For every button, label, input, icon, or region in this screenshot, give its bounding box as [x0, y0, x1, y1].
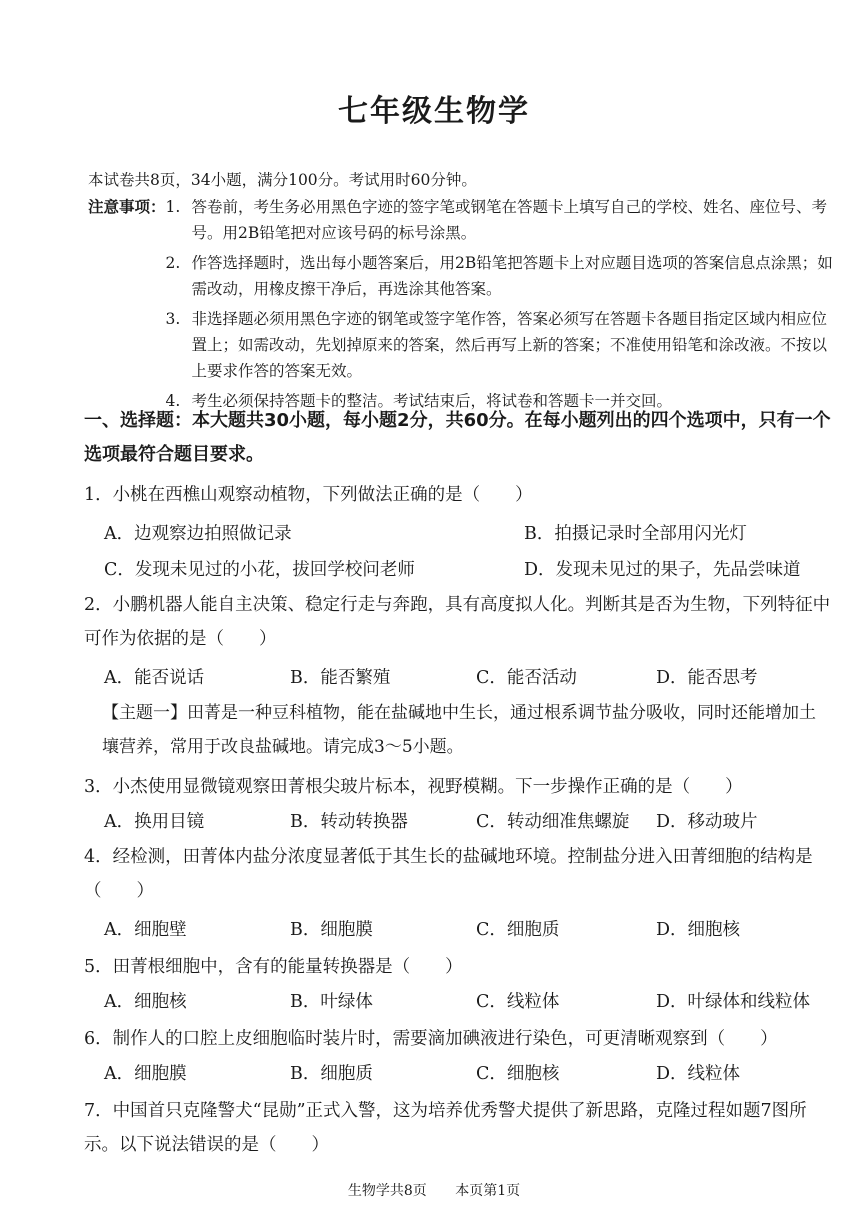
question-1-stem: 1．小桃在西樵山观察动植物，下列做法正确的是（ ） [84, 485, 533, 505]
option-d[interactable]: D．细胞核 [656, 920, 741, 940]
option-d[interactable]: D．线粒体 [656, 1064, 741, 1084]
notice-item-text: 非选择题必须用黑色字迹的钢笔或签字笔作答，答案必须写在答题卡各题目指定区域内相应位置上；如需改动，先划掉原来的答案，然后再写上新的答案；不准使用铅笔和涂改液。不按以上要求作答的答案无效。 [191, 310, 828, 380]
notice-item-text: 考生必须保持答题卡的整洁。考试结束后，将试卷和答题卡一并交回。 [191, 392, 673, 410]
question-3-stem: 3．小杰使用显微镜观察田菁根尖玻片标本，视野模糊。下一步操作正确的是（ ） [84, 777, 743, 797]
question-7-stem: 7．中国首只克隆警犬“昆勋”正式入警，这为培养优秀警犬提供了新思路，克隆过程如题7图所示。以下说法错误的是（ ） [84, 1101, 807, 1155]
option-c[interactable]: C．能否活动 [476, 668, 577, 688]
option-b[interactable]: B．细胞质 [290, 1064, 373, 1084]
question-6-stem: 6．制作人的口腔上皮细胞临时装片时，需要滴加碘液进行染色，可更清晰观察到（ ） [84, 1029, 778, 1049]
question-4-options [104, 916, 834, 941]
option-b[interactable]: B．叶绿体 [290, 992, 373, 1012]
option-c[interactable]: C．细胞质 [476, 920, 560, 940]
notice-label: 注意事项： [88, 197, 166, 216]
question-3-options [104, 808, 834, 833]
question-1-options-2 [104, 556, 834, 581]
notice-item-text: 作答选择题时，选出每小题答案后，用2B铅笔把答题卡上对应题目选项的答案信息点涂黑；如需改动，用橡皮擦干净后，再选涂其他答案。 [191, 254, 833, 298]
notice-item [166, 250, 833, 302]
option-d[interactable]: D．能否思考 [656, 668, 758, 688]
notice-list [166, 194, 833, 418]
option-a[interactable]: A．换用目镜 [104, 812, 205, 832]
option-b[interactable]: B．细胞膜 [290, 920, 373, 940]
option-d[interactable]: D．发现未见过的果子，先品尝味道 [524, 560, 801, 580]
notice-block [88, 194, 833, 418]
question-2-options [104, 664, 834, 689]
option-b[interactable]: B．能否繁殖 [290, 668, 391, 688]
option-d[interactable]: D．叶绿体和线粒体 [656, 992, 811, 1012]
option-d[interactable]: D．移动玻片 [656, 812, 758, 832]
theme-one-text: 【主题一】田菁是一种豆科植物，能在盐碱地中生长，通过根系调节盐分吸收，同时还能增加土壤营养，常用于改良盐碱地。请完成3～5小题。 [102, 703, 816, 757]
notice-item [166, 306, 833, 384]
notice-item-num: 2. [165, 254, 181, 272]
option-c[interactable]: C．发现未见过的小花，拔回学校问老师 [104, 560, 415, 580]
question-6-options [104, 1060, 834, 1085]
notice-item [166, 194, 833, 246]
section-heading-choice: 一、选择题：本大题共30小题，每小题2分，共60分。在每小题列出的四个选项中，只有一个选项最符合题目要求。 [84, 410, 831, 465]
question-1-options [104, 520, 834, 545]
option-b[interactable]: B．转动转换器 [290, 812, 408, 832]
question-4-stem: 4．经检测，田菁体内盐分浓度显著低于其生长的盐碱地环境。控制盐分进入田菁细胞的结构是（ ） [84, 847, 813, 901]
page-footer [0, 1180, 868, 1200]
question-5-options [104, 988, 834, 1013]
option-a[interactable]: A．细胞核 [104, 992, 187, 1012]
option-a[interactable]: A．能否说话 [104, 668, 205, 688]
option-c[interactable]: C．线粒体 [476, 992, 560, 1012]
option-b[interactable]: B．拍摄记录时全部用闪光灯 [524, 524, 747, 544]
notice-item-num: 4. [165, 392, 181, 410]
question-2-stem: 2．小鹏机器人能自主决策、稳定行走与奔跑，具有高度拟人化。判断其是否为生物，下列特征中可作为依据的是（ ） [84, 595, 831, 649]
option-a[interactable]: A．细胞膜 [104, 1064, 187, 1084]
footer-current-page: 本页第1页 [455, 1183, 521, 1199]
option-a[interactable]: A．边观察边拍照做记录 [104, 524, 292, 544]
question-5-stem: 5．田菁根细胞中，含有的能量转换器是（ ） [84, 957, 463, 977]
exam-intro: 本试卷共8页，34小题，满分100分。考试用时60分钟。 [88, 171, 477, 189]
notice-item-num: 3. [165, 310, 181, 328]
option-c[interactable]: C．细胞核 [476, 1064, 560, 1084]
footer-total-pages: 生物学共8页 [347, 1183, 427, 1199]
page-title: 七年级生物学 [338, 94, 530, 129]
option-c[interactable]: C．转动细准焦螺旋 [476, 812, 630, 832]
notice-item-num: 1. [165, 198, 181, 216]
notice-item-text: 答卷前，考生务必用黑色字迹的签字笔或钢笔在答题卡上填写自己的学校、姓名、座位号、考号。用2B铅笔把对应该号码的标号涂黑。 [191, 198, 828, 242]
theme-one-intro [84, 696, 832, 764]
option-a[interactable]: A．细胞壁 [104, 920, 187, 940]
